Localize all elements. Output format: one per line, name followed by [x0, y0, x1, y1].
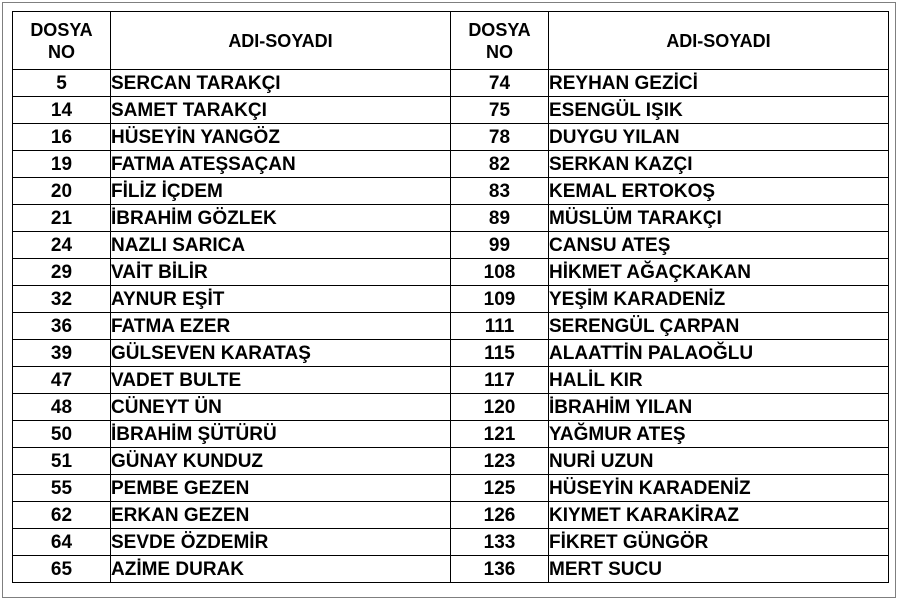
right-file-no: 136: [451, 556, 549, 583]
left-full-name: PEMBE GEZEN: [111, 475, 451, 502]
left-full-name: SERCAN TARAKÇI: [111, 70, 451, 97]
table-body: [13, 70, 889, 583]
right-full-name: YEŞİM KARADENİZ: [549, 286, 889, 313]
right-file-no: 126: [451, 502, 549, 529]
left-file-no: 19: [13, 151, 111, 178]
left-file-no: 55: [13, 475, 111, 502]
left-full-name: GÜNAY KUNDUZ: [111, 448, 451, 475]
right-full-name: HALİL KIR: [549, 367, 889, 394]
left-full-name: NAZLI SARICA: [111, 232, 451, 259]
right-file-no: 115: [451, 340, 549, 367]
right-full-name: SERENGÜL ÇARPAN: [549, 313, 889, 340]
right-full-name: HÜSEYİN KARADENİZ: [549, 475, 889, 502]
left-file-no: 39: [13, 340, 111, 367]
right-file-no: 133: [451, 529, 549, 556]
right-file-no: 120: [451, 394, 549, 421]
table-row: [13, 556, 889, 583]
left-file-no: 5: [13, 70, 111, 97]
left-full-name: SAMET TARAKÇI: [111, 97, 451, 124]
table-row: [13, 529, 889, 556]
table-row: [13, 70, 889, 97]
table-row: [13, 475, 889, 502]
left-full-name: HÜSEYİN YANGÖZ: [111, 124, 451, 151]
left-file-no: 24: [13, 232, 111, 259]
right-file-no: 117: [451, 367, 549, 394]
left-file-no: 29: [13, 259, 111, 286]
left-full-name: İBRAHİM ŞÜTÜRÜ: [111, 421, 451, 448]
left-file-no: 50: [13, 421, 111, 448]
left-full-name: AYNUR EŞİT: [111, 286, 451, 313]
table-row: [13, 151, 889, 178]
right-file-no: 75: [451, 97, 549, 124]
left-file-no: 47: [13, 367, 111, 394]
right-file-no: 108: [451, 259, 549, 286]
left-file-no: 48: [13, 394, 111, 421]
right-full-name: KIYMET KARAKİRAZ: [549, 502, 889, 529]
right-full-name: YAĞMUR ATEŞ: [549, 421, 889, 448]
right-full-name: HİKMET AĞAÇKAKAN: [549, 259, 889, 286]
left-full-name: CÜNEYT ÜN: [111, 394, 451, 421]
right-file-no: 121: [451, 421, 549, 448]
right-full-name: CANSU ATEŞ: [549, 232, 889, 259]
right-full-name: ALAATTİN PALAOĞLU: [549, 340, 889, 367]
table-row: [13, 421, 889, 448]
left-file-no: 51: [13, 448, 111, 475]
right-full-name: NURİ UZUN: [549, 448, 889, 475]
left-file-no: 65: [13, 556, 111, 583]
table-row: [13, 124, 889, 151]
student-file-table: [12, 11, 889, 583]
left-full-name: VADET BULTE: [111, 367, 451, 394]
table-row: [13, 394, 889, 421]
right-full-name: DUYGU YILAN: [549, 124, 889, 151]
left-name-header: ADI-SOYADI: [111, 12, 451, 70]
right-file-no: 109: [451, 286, 549, 313]
left-file-no: 64: [13, 529, 111, 556]
left-full-name: FİLİZ İÇDEM: [111, 178, 451, 205]
right-file-no-header: DOSYA NO: [451, 12, 549, 70]
right-name-header: ADI-SOYADI: [549, 12, 889, 70]
left-file-no-header: DOSYA NO: [13, 12, 111, 70]
table-row: [13, 340, 889, 367]
table-row: [13, 97, 889, 124]
left-file-no: 16: [13, 124, 111, 151]
table-row: [13, 448, 889, 475]
right-full-name: MERT SUCU: [549, 556, 889, 583]
table-row: [13, 259, 889, 286]
right-file-no: 78: [451, 124, 549, 151]
left-full-name: FATMA ATEŞSAÇAN: [111, 151, 451, 178]
table-row: [13, 367, 889, 394]
right-file-no: 83: [451, 178, 549, 205]
left-full-name: İBRAHİM GÖZLEK: [111, 205, 451, 232]
left-file-no: 62: [13, 502, 111, 529]
right-full-name: FİKRET GÜNGÖR: [549, 529, 889, 556]
left-full-name: ERKAN GEZEN: [111, 502, 451, 529]
left-file-no: 36: [13, 313, 111, 340]
left-full-name: SEVDE ÖZDEMİR: [111, 529, 451, 556]
right-full-name: MÜSLÜM TARAKÇI: [549, 205, 889, 232]
left-file-no: 21: [13, 205, 111, 232]
right-full-name: ESENGÜL IŞIK: [549, 97, 889, 124]
right-file-no: 123: [451, 448, 549, 475]
table-row: [13, 232, 889, 259]
right-file-no: 82: [451, 151, 549, 178]
right-full-name: İBRAHİM YILAN: [549, 394, 889, 421]
right-file-no: 99: [451, 232, 549, 259]
right-file-no: 89: [451, 205, 549, 232]
left-file-no: 20: [13, 178, 111, 205]
right-file-no: 74: [451, 70, 549, 97]
left-full-name: VAİT BİLİR: [111, 259, 451, 286]
right-full-name: KEMAL ERTOKOŞ: [549, 178, 889, 205]
table-row: [13, 286, 889, 313]
left-file-no: 32: [13, 286, 111, 313]
left-full-name: GÜLSEVEN KARATAŞ: [111, 340, 451, 367]
table-row: [13, 313, 889, 340]
left-full-name: FATMA EZER: [111, 313, 451, 340]
table-row: [13, 502, 889, 529]
right-file-no: 111: [451, 313, 549, 340]
table-header-row: [13, 12, 889, 70]
right-full-name: REYHAN GEZİCİ: [549, 70, 889, 97]
table-row: [13, 178, 889, 205]
right-full-name: SERKAN KAZÇI: [549, 151, 889, 178]
left-file-no: 14: [13, 97, 111, 124]
table-row: [13, 205, 889, 232]
right-file-no: 125: [451, 475, 549, 502]
left-full-name: AZİME DURAK: [111, 556, 451, 583]
